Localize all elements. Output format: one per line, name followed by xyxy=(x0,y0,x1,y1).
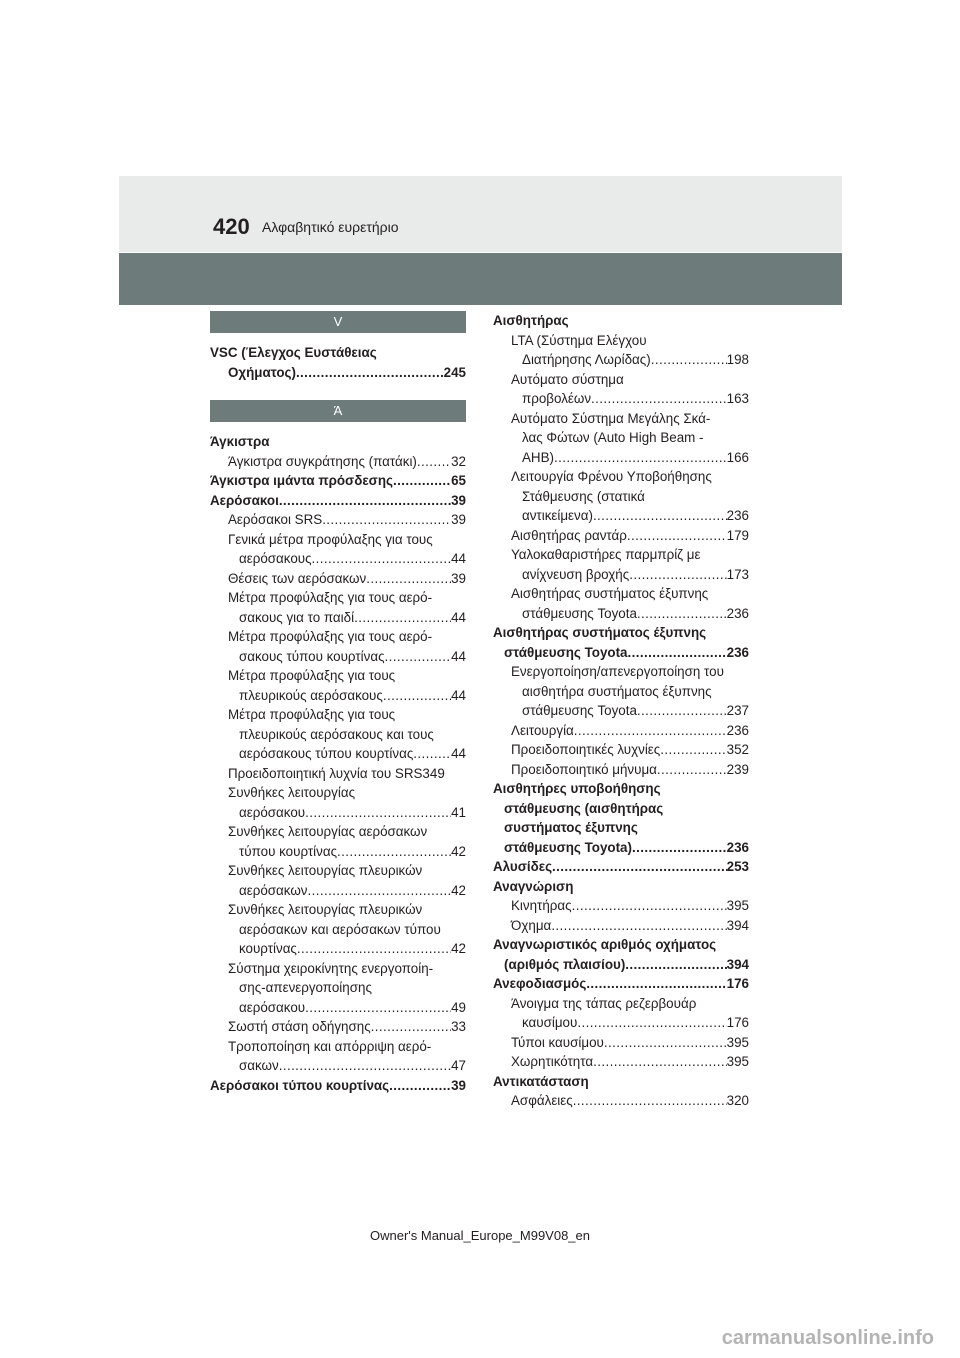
dot-leader xyxy=(637,604,727,624)
entry-text: Άνοιγμα της τάπας ρεζερβουάρ xyxy=(511,995,697,1011)
index-entry xyxy=(210,363,466,383)
entry-page-number: 253 xyxy=(726,859,749,874)
index-entry xyxy=(210,900,466,920)
entry-text: σης-απενεργοποίησης xyxy=(239,980,372,995)
entry-text: Αλυσίδες xyxy=(493,859,553,874)
entry-text: Αισθητήρας συστήματος έξυπνης xyxy=(511,586,709,601)
entry-text: Άγκιστρα ιμάντα πρόσδεσης xyxy=(210,473,393,488)
index-entry xyxy=(493,799,749,819)
page-number: 420 xyxy=(213,214,250,239)
index-entry xyxy=(493,643,749,663)
entry-text: Οχήματος) xyxy=(228,364,296,380)
dot-leader xyxy=(312,549,452,569)
entry-page-number: 236 xyxy=(726,605,749,621)
entry-page-number: 65 xyxy=(451,473,466,488)
entry-page-number: 39 xyxy=(451,492,466,508)
entry-page-number: 237 xyxy=(726,703,749,718)
index-entry xyxy=(493,584,749,604)
index-entry xyxy=(210,432,466,452)
entry-text: Ενεργοποίηση/απενεργοποίηση του xyxy=(511,664,724,679)
index-entry xyxy=(493,428,749,448)
index-entry xyxy=(493,467,749,487)
index-entry xyxy=(493,721,749,741)
dot-leader xyxy=(604,1033,727,1053)
index-entry xyxy=(493,682,749,702)
index-entry xyxy=(210,764,466,784)
dot-leader xyxy=(305,998,451,1018)
entry-page-number: 32 xyxy=(451,453,466,469)
index-column-left xyxy=(210,311,466,1095)
index-entry xyxy=(493,565,749,585)
dot-leader xyxy=(574,721,727,741)
entry-text: Αναγνωριστικός αριθμός οχήματος xyxy=(493,937,717,952)
index-entry xyxy=(493,974,749,994)
entry-page-number: 320 xyxy=(726,1093,749,1108)
entry-text: Αερόσακοι xyxy=(210,492,279,508)
entry-text: λας Φώτων (Auto High Beam - xyxy=(522,430,704,445)
entry-text: Σωστή στάση οδήγησης xyxy=(228,1019,371,1034)
footer-text: Owner's Manual_Europe_M99V08_en xyxy=(369,1228,590,1243)
index-entry xyxy=(210,978,466,998)
section-letter-bar: Ά xyxy=(210,400,466,422)
index-entry xyxy=(210,705,466,725)
index-entry xyxy=(493,877,749,897)
dot-leader xyxy=(628,643,727,663)
index-entry xyxy=(493,1033,749,1053)
index-entry xyxy=(210,725,466,745)
entry-page-number: 33 xyxy=(451,1019,466,1034)
entry-text: Αισθητήρες υποβοήθησης xyxy=(493,781,661,796)
watermark-logo: carmanualsonline.info xyxy=(721,1327,934,1349)
index-entry xyxy=(493,994,749,1014)
index-entry xyxy=(210,861,466,881)
index-entry xyxy=(210,686,466,706)
index-entry xyxy=(493,331,749,351)
index-entry xyxy=(210,608,466,628)
entry-page-number: 173 xyxy=(726,566,749,582)
index-entry xyxy=(210,530,466,550)
entry-page-number: 236 xyxy=(726,722,749,738)
entry-text: αισθητήρα συστήματος έξυπνης xyxy=(522,683,712,699)
index-entry xyxy=(210,1017,466,1037)
index-entry xyxy=(493,935,749,955)
index-entry xyxy=(210,569,466,589)
entry-text: (αριθμός πλαισίου) xyxy=(504,956,626,972)
entry-text: πλευρικούς αερόσακους και τους xyxy=(239,726,434,742)
index-entry xyxy=(210,881,466,901)
entry-page-number: 179 xyxy=(726,527,749,543)
entry-page-number: 39 xyxy=(451,1077,466,1093)
spacer xyxy=(210,422,466,432)
dot-leader xyxy=(389,1076,451,1096)
index-entry xyxy=(493,448,749,468)
dot-leader xyxy=(385,647,452,667)
index-entry xyxy=(210,549,466,569)
entry-text: Προειδοποιητικό μήνυμα xyxy=(511,761,657,777)
spacer xyxy=(210,382,466,400)
entry-text: Αερόσακοι τύπου κουρτίνας xyxy=(210,1077,390,1093)
index-entry xyxy=(210,783,466,803)
entry-page-number: 49 xyxy=(451,999,466,1015)
entry-text: Συνθήκες λειτουργίας πλευρικών xyxy=(228,902,423,917)
entry-text: Αναγνώριση xyxy=(493,878,574,894)
entry-page-number: 245 xyxy=(443,364,466,380)
entry-text: Αισθητήρας xyxy=(493,313,569,328)
index-entry xyxy=(493,370,749,390)
dot-leader xyxy=(554,448,727,468)
dot-leader xyxy=(657,760,727,780)
entry-text: Ασφάλειες xyxy=(511,1093,573,1108)
index-entry xyxy=(210,939,466,959)
entry-text: Υαλοκαθαριστήρες παρμπρίζ με xyxy=(511,547,701,562)
entry-text: σακους τύπου κουρτίνας xyxy=(239,648,385,664)
entry-page-number: 394 xyxy=(726,917,749,933)
index-entry xyxy=(210,666,466,686)
dot-leader xyxy=(305,803,451,823)
dot-leader xyxy=(322,510,451,530)
dot-leader xyxy=(413,744,451,764)
dot-leader xyxy=(552,857,727,877)
entry-text: LTA (Σύστημα Ελέγχου xyxy=(511,332,647,348)
entry-text: Στάθμευσης (στατικά xyxy=(522,488,645,504)
entry-page-number: 349 xyxy=(422,765,445,781)
index-entry xyxy=(493,604,749,624)
entry-page-number: 44 xyxy=(451,609,466,625)
dot-leader xyxy=(279,491,451,511)
index-entry xyxy=(493,857,749,877)
dot-leader xyxy=(625,955,726,975)
entry-text: Προειδοποιητικές λυχνίες xyxy=(511,742,661,757)
dot-leader xyxy=(296,363,444,383)
entry-page-number: 395 xyxy=(726,1034,749,1050)
dot-leader xyxy=(586,974,726,994)
index-entry xyxy=(493,779,749,799)
entry-text: VSC (Έλεγχος Ευστάθειας xyxy=(210,345,377,360)
entry-text: αερόσακων xyxy=(239,882,308,898)
entry-text: αερόσακων και αερόσακων τύπου xyxy=(239,921,441,937)
entry-page-number: 42 xyxy=(451,882,466,898)
index-entry xyxy=(493,1072,749,1092)
index-entry xyxy=(210,959,466,979)
index-entry xyxy=(493,1052,749,1072)
index-entry xyxy=(210,744,466,764)
entry-text: Συνθήκες λειτουργίας πλευρικών xyxy=(228,863,423,878)
entry-text: αερόσακου xyxy=(239,999,306,1015)
index-entry xyxy=(210,627,466,647)
entry-text: Θέσεις των αερόσακων xyxy=(228,570,367,586)
index-entry xyxy=(210,920,466,940)
entry-text: αερόσακους τύπου κουρτίνας xyxy=(239,746,414,761)
index-entry xyxy=(210,1076,466,1096)
entry-text: Κινητήρας xyxy=(511,898,572,913)
entry-text: Συνθήκες λειτουργίας αερόσακων xyxy=(228,824,428,839)
index-entry xyxy=(493,311,749,331)
dot-leader xyxy=(417,452,451,472)
entry-text: προβολέων xyxy=(522,391,592,406)
entry-page-number: 176 xyxy=(726,976,749,991)
index-entry xyxy=(210,471,466,491)
entry-text: Συνθήκες λειτουργίας xyxy=(228,785,356,800)
dot-leader xyxy=(593,1052,727,1072)
entry-page-number: 395 xyxy=(726,1054,749,1069)
entry-text: Αντικατάσταση xyxy=(493,1073,589,1089)
entry-text: Άγκιστρα συγκράτησης (πατάκι) xyxy=(228,453,417,469)
index-entry xyxy=(210,803,466,823)
entry-page-number: 42 xyxy=(451,941,466,956)
index-entry xyxy=(493,506,749,526)
entry-text: Όχημα xyxy=(511,917,552,933)
dot-leader xyxy=(371,1017,451,1037)
entry-text: στάθμευσης (αισθητήρας xyxy=(504,800,664,816)
entry-page-number: 44 xyxy=(451,551,466,566)
entry-page-number: 163 xyxy=(726,391,749,406)
entry-text: Διατήρησης Λωρίδας) xyxy=(522,352,651,367)
entry-text: πλευρικούς αερόσακους xyxy=(239,687,383,703)
entry-text: σακων xyxy=(239,1058,279,1073)
index-entry xyxy=(493,1013,749,1033)
index-entry xyxy=(493,740,749,760)
entry-text: κουρτίνας xyxy=(239,941,297,956)
entry-page-number: 41 xyxy=(451,804,466,820)
dot-leader xyxy=(337,842,451,862)
entry-page-number: 39 xyxy=(451,512,466,527)
entry-page-number: 44 xyxy=(451,687,466,703)
dot-leader xyxy=(393,471,451,491)
entry-text: Αισθητήρας ραντάρ xyxy=(511,527,627,543)
index-entry xyxy=(493,896,749,916)
entry-page-number: 176 xyxy=(726,1015,749,1030)
index-entry xyxy=(493,916,749,936)
entry-page-number: 198 xyxy=(726,352,749,367)
index-entry xyxy=(210,1056,466,1076)
index-entry xyxy=(493,662,749,682)
dot-leader xyxy=(572,896,727,916)
dot-leader xyxy=(366,569,451,589)
entry-page-number: 394 xyxy=(726,956,749,972)
index-entry xyxy=(210,842,466,862)
index-entry xyxy=(210,588,466,608)
entry-text: Τύποι καυσίμου xyxy=(511,1034,604,1050)
entry-text: Σύστημα χειροκίνητης ενεργοποίη- xyxy=(228,960,434,976)
index-entry xyxy=(493,487,749,507)
dot-leader xyxy=(637,701,727,721)
entry-page-number: 166 xyxy=(726,449,749,465)
index-entry xyxy=(210,822,466,842)
entry-text: στάθμευσης Toyota xyxy=(522,605,637,621)
entry-text: καυσίμου xyxy=(522,1015,578,1030)
entry-page-number: 39 xyxy=(451,570,466,586)
entry-text: Μέτρα προφύλαξης για τους xyxy=(228,707,396,722)
index-entry xyxy=(493,955,749,975)
index-entry xyxy=(493,760,749,780)
entry-text: αερόσακους xyxy=(239,551,312,566)
dot-leader xyxy=(632,838,727,858)
entry-text: Αισθητήρας συστήματος έξυπνης xyxy=(493,625,707,640)
entry-text: Μέτρα προφύλαξης για τους αερό- xyxy=(228,590,433,605)
dot-leader xyxy=(279,1056,451,1076)
entry-page-number: 395 xyxy=(726,898,749,913)
index-entry xyxy=(493,350,749,370)
entry-page-number: 236 xyxy=(726,644,749,660)
index-entry xyxy=(210,510,466,530)
entry-text: σακους για το παιδί xyxy=(239,609,355,625)
entry-text: Προειδοποιητική λυχνία του SRS xyxy=(228,765,423,781)
entry-text: Μέτρα προφύλαξης για τους αερό- xyxy=(228,629,433,644)
entry-text: αντικείμενα) xyxy=(522,508,593,523)
dot-leader xyxy=(383,686,451,706)
dot-leader xyxy=(591,389,727,409)
index-entry xyxy=(493,526,749,546)
entry-text: στάθμευσης Toyota xyxy=(522,703,637,718)
index-column-right xyxy=(493,311,749,1111)
entry-page-number: 239 xyxy=(726,761,749,777)
entry-text: συστήματος έξυπνης xyxy=(504,820,638,835)
dot-leader xyxy=(297,939,451,959)
entry-page-number: 44 xyxy=(451,648,466,664)
index-entry xyxy=(210,998,466,1018)
dot-leader xyxy=(551,916,726,936)
entry-text: Τροποποίηση και απόρριψη αερό- xyxy=(228,1038,432,1054)
index-entry xyxy=(493,545,749,565)
entry-text: Μέτρα προφύλαξης για τους xyxy=(228,668,396,683)
index-entry xyxy=(210,343,466,363)
index-entry xyxy=(493,701,749,721)
entry-text: ανίχνευση βροχής xyxy=(522,566,630,582)
entry-page-number: 47 xyxy=(451,1058,466,1073)
index-entry xyxy=(493,838,749,858)
dot-leader xyxy=(307,881,451,901)
entry-page-number: 42 xyxy=(451,843,466,859)
entry-text: στάθμευσης Toyota xyxy=(504,644,628,660)
dot-leader xyxy=(593,506,727,526)
index-entry xyxy=(493,1091,749,1111)
dot-leader xyxy=(651,350,727,370)
index-entry xyxy=(493,623,749,643)
header-dark-band xyxy=(119,253,842,305)
entry-text: τύπου κουρτίνας xyxy=(239,843,338,859)
dot-leader xyxy=(627,526,727,546)
index-entry xyxy=(493,818,749,838)
index-entry xyxy=(210,647,466,667)
entry-text: Γενικά μέτρα προφύλαξης για τους xyxy=(228,531,433,547)
entry-text: στάθμευσης Toyota) xyxy=(504,839,632,855)
index-entry xyxy=(493,409,749,429)
entry-text: Λειτουργία Φρένου Υποβοήθησης xyxy=(511,469,712,484)
entry-text: Ανεφοδιασμός xyxy=(493,976,587,991)
entry-text: Χωρητικότητα xyxy=(511,1054,594,1069)
index-entry xyxy=(210,1037,466,1057)
entry-text: Άγκιστρα xyxy=(210,434,270,449)
page-title: Αλφαβητικό ευρετήριο xyxy=(262,219,399,235)
entry-page-number: 352 xyxy=(726,742,749,757)
index-entry xyxy=(493,389,749,409)
section-letter-bar: V xyxy=(210,311,466,333)
entry-page-number: 236 xyxy=(726,508,749,523)
dot-leader xyxy=(573,1091,727,1111)
entry-page-number: 236 xyxy=(726,839,749,855)
entry-text: Λειτουργία xyxy=(511,722,574,738)
index-entry xyxy=(210,491,466,511)
entry-text: AHB) xyxy=(522,449,554,465)
dot-leader xyxy=(660,740,726,760)
dot-leader xyxy=(577,1013,726,1033)
dot-leader xyxy=(629,565,726,585)
entry-text: Αυτόματο Σύστημα Μεγάλης Σκά- xyxy=(511,410,711,426)
spacer xyxy=(210,333,466,343)
entry-text: αερόσακου xyxy=(239,804,306,820)
entry-text: Αερόσακοι SRS xyxy=(228,512,323,527)
entry-text: Αυτόματο σύστημα xyxy=(511,371,624,387)
entry-page-number: 44 xyxy=(451,746,466,761)
dot-leader xyxy=(354,608,451,628)
index-entry xyxy=(210,452,466,472)
